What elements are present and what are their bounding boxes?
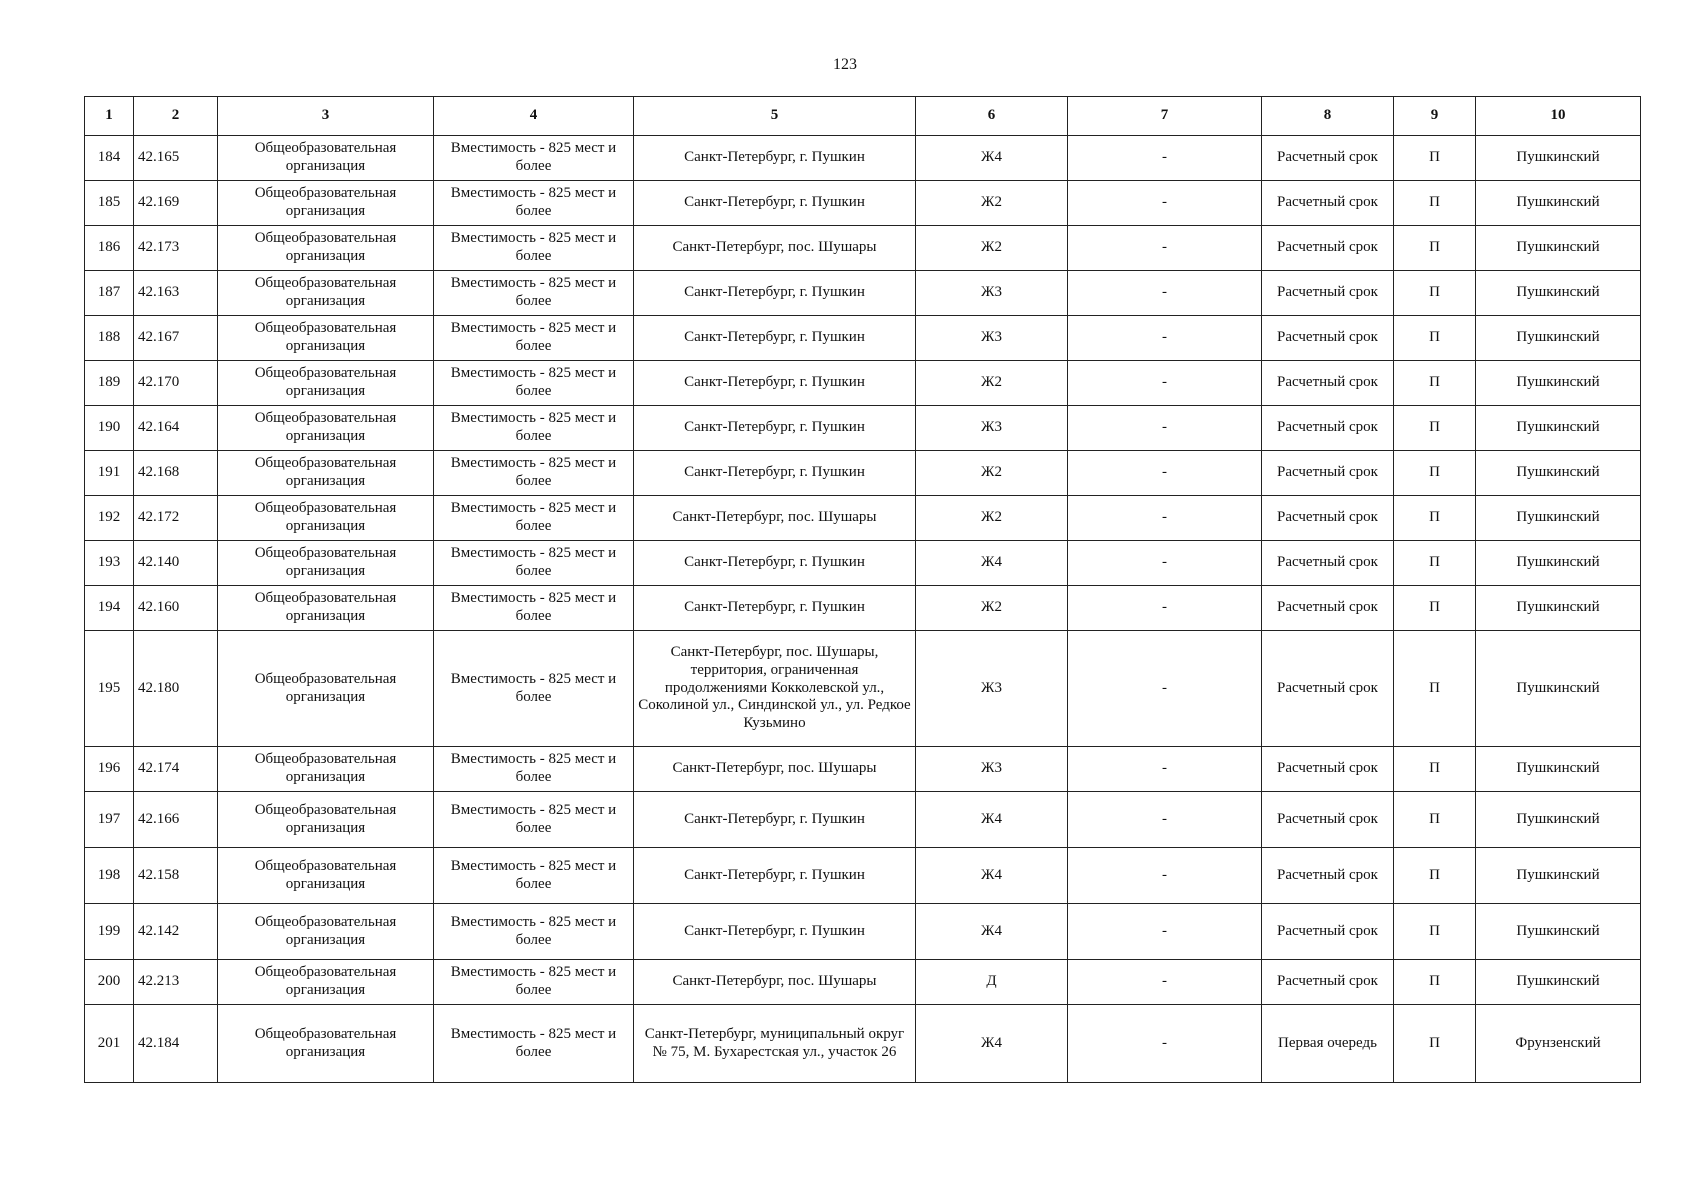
object-type-cell: Общеобразовательная организация bbox=[218, 586, 434, 631]
term-cell: Расчетный срок bbox=[1262, 361, 1394, 406]
col-header-1: 1 bbox=[85, 97, 134, 136]
address-cell: Санкт-Петербург, пос. Шушары bbox=[634, 226, 916, 271]
district-cell: Пушкинский bbox=[1476, 181, 1641, 226]
zone-cell: Ж4 bbox=[916, 792, 1068, 848]
address-cell: Санкт-Петербург, г. Пушкин bbox=[634, 361, 916, 406]
district-cell: Пушкинский bbox=[1476, 271, 1641, 316]
capacity-cell: Вместимость - 825 мест и более bbox=[434, 960, 634, 1005]
capacity-cell: Вместимость - 825 мест и более bbox=[434, 271, 634, 316]
term-cell: Расчетный срок bbox=[1262, 136, 1394, 181]
col-header-4: 4 bbox=[434, 97, 634, 136]
object-type-cell: Общеобразовательная организация bbox=[218, 960, 434, 1005]
row-number-cell: 199 bbox=[85, 904, 134, 960]
zone-cell: Ж2 bbox=[916, 226, 1068, 271]
col-header-3: 3 bbox=[218, 97, 434, 136]
zone-cell: Ж3 bbox=[916, 316, 1068, 361]
table-row bbox=[85, 226, 1641, 271]
column-7-cell: - bbox=[1068, 451, 1262, 496]
capacity-cell: Вместимость - 825 мест и более bbox=[434, 226, 634, 271]
district-cell: Пушкинский bbox=[1476, 361, 1641, 406]
object-type-cell: Общеобразовательная организация bbox=[218, 226, 434, 271]
zone-cell: Ж4 bbox=[916, 848, 1068, 904]
zone-cell: Ж4 bbox=[916, 136, 1068, 181]
table-row bbox=[85, 271, 1641, 316]
status-cell: П bbox=[1394, 496, 1476, 541]
term-cell: Расчетный срок bbox=[1262, 181, 1394, 226]
zone-cell: Ж3 bbox=[916, 271, 1068, 316]
column-7-cell: - bbox=[1068, 136, 1262, 181]
address-cell: Санкт-Петербург, г. Пушкин bbox=[634, 406, 916, 451]
district-cell: Пушкинский bbox=[1476, 792, 1641, 848]
status-cell: П bbox=[1394, 271, 1476, 316]
object-code-cell: 42.142 bbox=[134, 904, 218, 960]
status-cell: П bbox=[1394, 792, 1476, 848]
term-cell: Расчетный срок bbox=[1262, 960, 1394, 1005]
term-cell: Расчетный срок bbox=[1262, 226, 1394, 271]
status-cell: П bbox=[1394, 631, 1476, 747]
capacity-cell: Вместимость - 825 мест и более bbox=[434, 792, 634, 848]
column-7-cell: - bbox=[1068, 848, 1262, 904]
district-cell: Пушкинский bbox=[1476, 631, 1641, 747]
object-type-cell: Общеобразовательная организация bbox=[218, 904, 434, 960]
table-row bbox=[85, 451, 1641, 496]
district-cell: Пушкинский bbox=[1476, 747, 1641, 792]
row-number-cell: 184 bbox=[85, 136, 134, 181]
district-cell: Пушкинский bbox=[1476, 904, 1641, 960]
column-7-cell: - bbox=[1068, 496, 1262, 541]
table-row bbox=[85, 181, 1641, 226]
zone-cell: Д bbox=[916, 960, 1068, 1005]
capacity-cell: Вместимость - 825 мест и более bbox=[434, 181, 634, 226]
term-cell: Расчетный срок bbox=[1262, 496, 1394, 541]
term-cell: Расчетный срок bbox=[1262, 586, 1394, 631]
col-header-5: 5 bbox=[634, 97, 916, 136]
district-cell: Пушкинский bbox=[1476, 226, 1641, 271]
address-cell: Санкт-Петербург, г. Пушкин bbox=[634, 904, 916, 960]
col-header-6: 6 bbox=[916, 97, 1068, 136]
address-cell: Санкт-Петербург, г. Пушкин bbox=[634, 271, 916, 316]
term-cell: Расчетный срок bbox=[1262, 792, 1394, 848]
status-cell: П bbox=[1394, 1005, 1476, 1083]
status-cell: П bbox=[1394, 747, 1476, 792]
district-cell: Пушкинский bbox=[1476, 136, 1641, 181]
row-number-cell: 195 bbox=[85, 631, 134, 747]
zone-cell: Ж3 bbox=[916, 631, 1068, 747]
object-type-cell: Общеобразовательная организация bbox=[218, 541, 434, 586]
table-row bbox=[85, 904, 1641, 960]
term-cell: Расчетный срок bbox=[1262, 271, 1394, 316]
capacity-cell: Вместимость - 825 мест и более bbox=[434, 541, 634, 586]
status-cell: П bbox=[1394, 136, 1476, 181]
table-row bbox=[85, 406, 1641, 451]
term-cell: Расчетный срок bbox=[1262, 451, 1394, 496]
object-code-cell: 42.169 bbox=[134, 181, 218, 226]
district-cell: Пушкинский bbox=[1476, 848, 1641, 904]
column-7-cell: - bbox=[1068, 271, 1262, 316]
object-type-cell: Общеобразовательная организация bbox=[218, 1005, 434, 1083]
object-code-cell: 42.173 bbox=[134, 226, 218, 271]
table-body bbox=[85, 136, 1641, 1083]
district-cell: Пушкинский bbox=[1476, 541, 1641, 586]
zone-cell: Ж4 bbox=[916, 904, 1068, 960]
row-number-cell: 197 bbox=[85, 792, 134, 848]
status-cell: П bbox=[1394, 316, 1476, 361]
table-row bbox=[85, 848, 1641, 904]
object-code-cell: 42.172 bbox=[134, 496, 218, 541]
address-cell: Санкт-Петербург, г. Пушкин bbox=[634, 136, 916, 181]
capacity-cell: Вместимость - 825 мест и более bbox=[434, 136, 634, 181]
status-cell: П bbox=[1394, 451, 1476, 496]
capacity-cell: Вместимость - 825 мест и более bbox=[434, 406, 634, 451]
object-code-cell: 42.160 bbox=[134, 586, 218, 631]
district-cell: Пушкинский bbox=[1476, 960, 1641, 1005]
capacity-cell: Вместимость - 825 мест и более bbox=[434, 451, 634, 496]
term-cell: Расчетный срок bbox=[1262, 406, 1394, 451]
capacity-cell: Вместимость - 825 мест и более bbox=[434, 631, 634, 747]
object-type-cell: Общеобразовательная организация bbox=[218, 792, 434, 848]
object-code-cell: 42.166 bbox=[134, 792, 218, 848]
capacity-cell: Вместимость - 825 мест и более bbox=[434, 1005, 634, 1083]
row-number-cell: 196 bbox=[85, 747, 134, 792]
district-cell: Пушкинский bbox=[1476, 406, 1641, 451]
status-cell: П bbox=[1394, 226, 1476, 271]
data-table bbox=[84, 96, 1641, 1083]
table-row bbox=[85, 541, 1641, 586]
row-number-cell: 189 bbox=[85, 361, 134, 406]
address-cell: Санкт-Петербург, пос. Шушары, территория, ограниченная продолжениями Кокколевской ул., Соколиной ул., Синдинской ул., ул. Редкое Кузьмино bbox=[634, 631, 916, 747]
address-cell: Санкт-Петербург, г. Пушкин bbox=[634, 181, 916, 226]
address-cell: Санкт-Петербург, г. Пушкин bbox=[634, 451, 916, 496]
zone-cell: Ж3 bbox=[916, 406, 1068, 451]
zone-cell: Ж2 bbox=[916, 496, 1068, 541]
column-7-cell: - bbox=[1068, 226, 1262, 271]
object-type-cell: Общеобразовательная организация bbox=[218, 406, 434, 451]
status-cell: П bbox=[1394, 904, 1476, 960]
column-7-cell: - bbox=[1068, 541, 1262, 586]
column-7-cell: - bbox=[1068, 747, 1262, 792]
object-type-cell: Общеобразовательная организация bbox=[218, 747, 434, 792]
object-code-cell: 42.140 bbox=[134, 541, 218, 586]
col-header-7: 7 bbox=[1068, 97, 1262, 136]
capacity-cell: Вместимость - 825 мест и более bbox=[434, 747, 634, 792]
page-number: 123 bbox=[833, 56, 857, 73]
col-header-8: 8 bbox=[1262, 97, 1394, 136]
district-cell: Пушкинский bbox=[1476, 496, 1641, 541]
row-number-cell: 201 bbox=[85, 1005, 134, 1083]
capacity-cell: Вместимость - 825 мест и более bbox=[434, 848, 634, 904]
object-code-cell: 42.167 bbox=[134, 316, 218, 361]
table-row bbox=[85, 792, 1641, 848]
zone-cell: Ж4 bbox=[916, 1005, 1068, 1083]
column-7-cell: - bbox=[1068, 316, 1262, 361]
col-header-10: 10 bbox=[1476, 97, 1641, 136]
status-cell: П bbox=[1394, 960, 1476, 1005]
status-cell: П bbox=[1394, 181, 1476, 226]
object-code-cell: 42.184 bbox=[134, 1005, 218, 1083]
object-type-cell: Общеобразовательная организация bbox=[218, 848, 434, 904]
column-7-cell: - bbox=[1068, 586, 1262, 631]
table-row bbox=[85, 361, 1641, 406]
row-number-cell: 190 bbox=[85, 406, 134, 451]
term-cell: Расчетный срок bbox=[1262, 541, 1394, 586]
zone-cell: Ж2 bbox=[916, 451, 1068, 496]
object-type-cell: Общеобразовательная организация bbox=[218, 181, 434, 226]
term-cell: Расчетный срок bbox=[1262, 848, 1394, 904]
object-code-cell: 42.170 bbox=[134, 361, 218, 406]
object-type-cell: Общеобразовательная организация bbox=[218, 361, 434, 406]
object-type-cell: Общеобразовательная организация bbox=[218, 136, 434, 181]
status-cell: П bbox=[1394, 848, 1476, 904]
row-number-cell: 191 bbox=[85, 451, 134, 496]
address-cell: Санкт-Петербург, г. Пушкин bbox=[634, 541, 916, 586]
term-cell: Расчетный срок bbox=[1262, 747, 1394, 792]
zone-cell: Ж4 bbox=[916, 541, 1068, 586]
term-cell: Расчетный срок bbox=[1262, 316, 1394, 361]
address-cell: Санкт-Петербург, г. Пушкин bbox=[634, 316, 916, 361]
table-row bbox=[85, 631, 1641, 747]
term-cell: Расчетный срок bbox=[1262, 904, 1394, 960]
object-type-cell: Общеобразовательная организация bbox=[218, 316, 434, 361]
row-number-cell: 187 bbox=[85, 271, 134, 316]
object-type-cell: Общеобразовательная организация bbox=[218, 451, 434, 496]
status-cell: П bbox=[1394, 361, 1476, 406]
table-row bbox=[85, 316, 1641, 361]
object-type-cell: Общеобразовательная организация bbox=[218, 631, 434, 747]
object-code-cell: 42.164 bbox=[134, 406, 218, 451]
column-7-cell: - bbox=[1068, 960, 1262, 1005]
address-cell: Санкт-Петербург, г. Пушкин bbox=[634, 792, 916, 848]
capacity-cell: Вместимость - 825 мест и более bbox=[434, 904, 634, 960]
status-cell: П bbox=[1394, 541, 1476, 586]
table-row bbox=[85, 496, 1641, 541]
column-7-cell: - bbox=[1068, 904, 1262, 960]
object-code-cell: 42.174 bbox=[134, 747, 218, 792]
object-code-cell: 42.165 bbox=[134, 136, 218, 181]
address-cell: Санкт-Петербург, г. Пушкин bbox=[634, 848, 916, 904]
capacity-cell: Вместимость - 825 мест и более bbox=[434, 316, 634, 361]
row-number-cell: 186 bbox=[85, 226, 134, 271]
row-number-cell: 198 bbox=[85, 848, 134, 904]
column-7-cell: - bbox=[1068, 406, 1262, 451]
address-cell: Санкт-Петербург, муниципальный округ № 75, М. Бухарестская ул., участок 26 bbox=[634, 1005, 916, 1083]
table-row bbox=[85, 747, 1641, 792]
district-cell: Пушкинский bbox=[1476, 451, 1641, 496]
district-cell: Фрунзенский bbox=[1476, 1005, 1641, 1083]
row-number-cell: 200 bbox=[85, 960, 134, 1005]
header-row bbox=[85, 97, 1641, 136]
district-cell: Пушкинский bbox=[1476, 316, 1641, 361]
column-7-cell: - bbox=[1068, 792, 1262, 848]
zone-cell: Ж3 bbox=[916, 747, 1068, 792]
term-cell: Первая очередь bbox=[1262, 1005, 1394, 1083]
object-code-cell: 42.213 bbox=[134, 960, 218, 1005]
address-cell: Санкт-Петербург, г. Пушкин bbox=[634, 586, 916, 631]
row-number-cell: 194 bbox=[85, 586, 134, 631]
table-row bbox=[85, 1005, 1641, 1083]
row-number-cell: 188 bbox=[85, 316, 134, 361]
zone-cell: Ж2 bbox=[916, 361, 1068, 406]
column-7-cell: - bbox=[1068, 361, 1262, 406]
object-code-cell: 42.168 bbox=[134, 451, 218, 496]
term-cell: Расчетный срок bbox=[1262, 631, 1394, 747]
column-7-cell: - bbox=[1068, 181, 1262, 226]
column-7-cell: - bbox=[1068, 631, 1262, 747]
col-header-2: 2 bbox=[134, 97, 218, 136]
col-header-9: 9 bbox=[1394, 97, 1476, 136]
status-cell: П bbox=[1394, 406, 1476, 451]
status-cell: П bbox=[1394, 586, 1476, 631]
row-number-cell: 193 bbox=[85, 541, 134, 586]
capacity-cell: Вместимость - 825 мест и более bbox=[434, 586, 634, 631]
table-row bbox=[85, 960, 1641, 1005]
address-cell: Санкт-Петербург, пос. Шушары bbox=[634, 747, 916, 792]
capacity-cell: Вместимость - 825 мест и более bbox=[434, 496, 634, 541]
object-type-cell: Общеобразовательная организация bbox=[218, 496, 434, 541]
object-type-cell: Общеобразовательная организация bbox=[218, 271, 434, 316]
zone-cell: Ж2 bbox=[916, 181, 1068, 226]
object-code-cell: 42.180 bbox=[134, 631, 218, 747]
table-row bbox=[85, 586, 1641, 631]
object-code-cell: 42.158 bbox=[134, 848, 218, 904]
column-7-cell: - bbox=[1068, 1005, 1262, 1083]
zone-cell: Ж2 bbox=[916, 586, 1068, 631]
address-cell: Санкт-Петербург, пос. Шушары bbox=[634, 496, 916, 541]
table-row bbox=[85, 136, 1641, 181]
capacity-cell: Вместимость - 825 мест и более bbox=[434, 361, 634, 406]
district-cell: Пушкинский bbox=[1476, 586, 1641, 631]
object-code-cell: 42.163 bbox=[134, 271, 218, 316]
address-cell: Санкт-Петербург, пос. Шушары bbox=[634, 960, 916, 1005]
row-number-cell: 185 bbox=[85, 181, 134, 226]
row-number-cell: 192 bbox=[85, 496, 134, 541]
